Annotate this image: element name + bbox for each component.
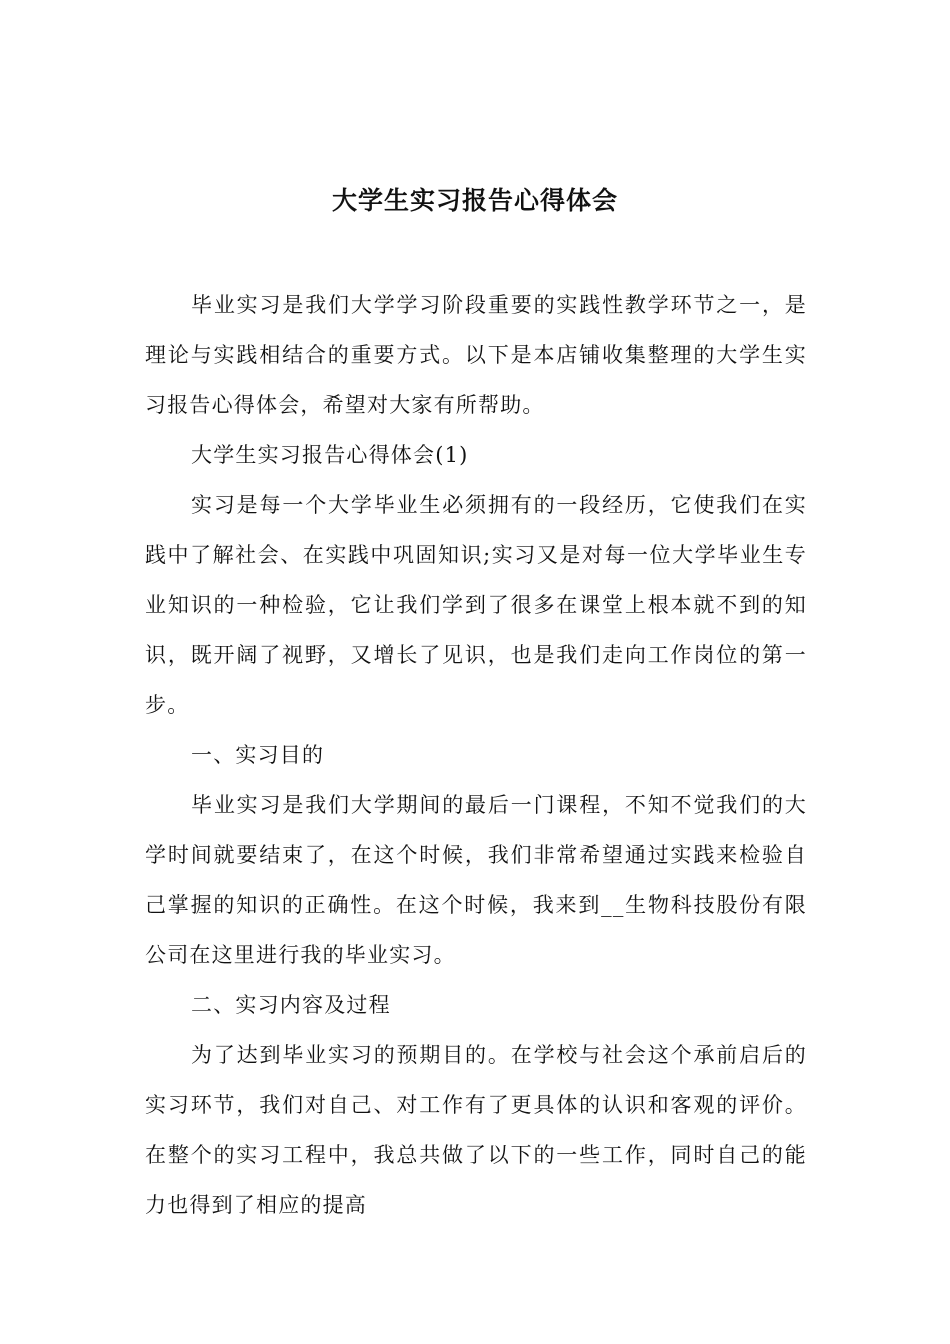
document-title: 大学生实习报告心得体会 <box>331 186 618 215</box>
body-paragraph: 实习是每一个大学毕业生必须拥有的一段经历，它使我们在实践中了解社会、在实践中巩固知识;实习又是对每一位大学毕业生专业知识的一种检验，它让我们学到了很多在课堂上根本就不到的知识，既开阔了视野，又增长了见识，也是我们走向工作岗位的第一步。 <box>145 493 807 717</box>
body-paragraph: 为了达到毕业实习的预期目的。在学校与社会这个承前启后的实习环节，我们对自己、对工作有了更具体的认识和客观的评价。在整个的实习工程中，我总共做了以下的一些工作，同时自己的能力也得到了相应的提高 <box>145 1043 807 1217</box>
section-heading-purpose: 一、实习目的 <box>191 743 325 767</box>
section-heading-content: 二、实习内容及过程 <box>191 993 391 1017</box>
section-heading-1: 大学生实习报告心得体会(1) <box>191 443 469 467</box>
intro-paragraph: 毕业实习是我们大学学习阶段重要的实践性教学环节之一，是理论与实践相结合的重要方式。以下是本店铺收集整理的大学生实习报告心得体会，希望对大家有所帮助。 <box>145 293 807 417</box>
document-body <box>145 280 807 1230</box>
body-paragraph: 毕业实习是我们大学期间的最后一门课程，不知不觉我们的大学时间就要结束了，在这个时候，我们非常希望通过实践来检验自己掌握的知识的正确性。在这个时候，我来到__生物科技股份有限公司在这里进行我的毕业实习。 <box>145 793 807 967</box>
